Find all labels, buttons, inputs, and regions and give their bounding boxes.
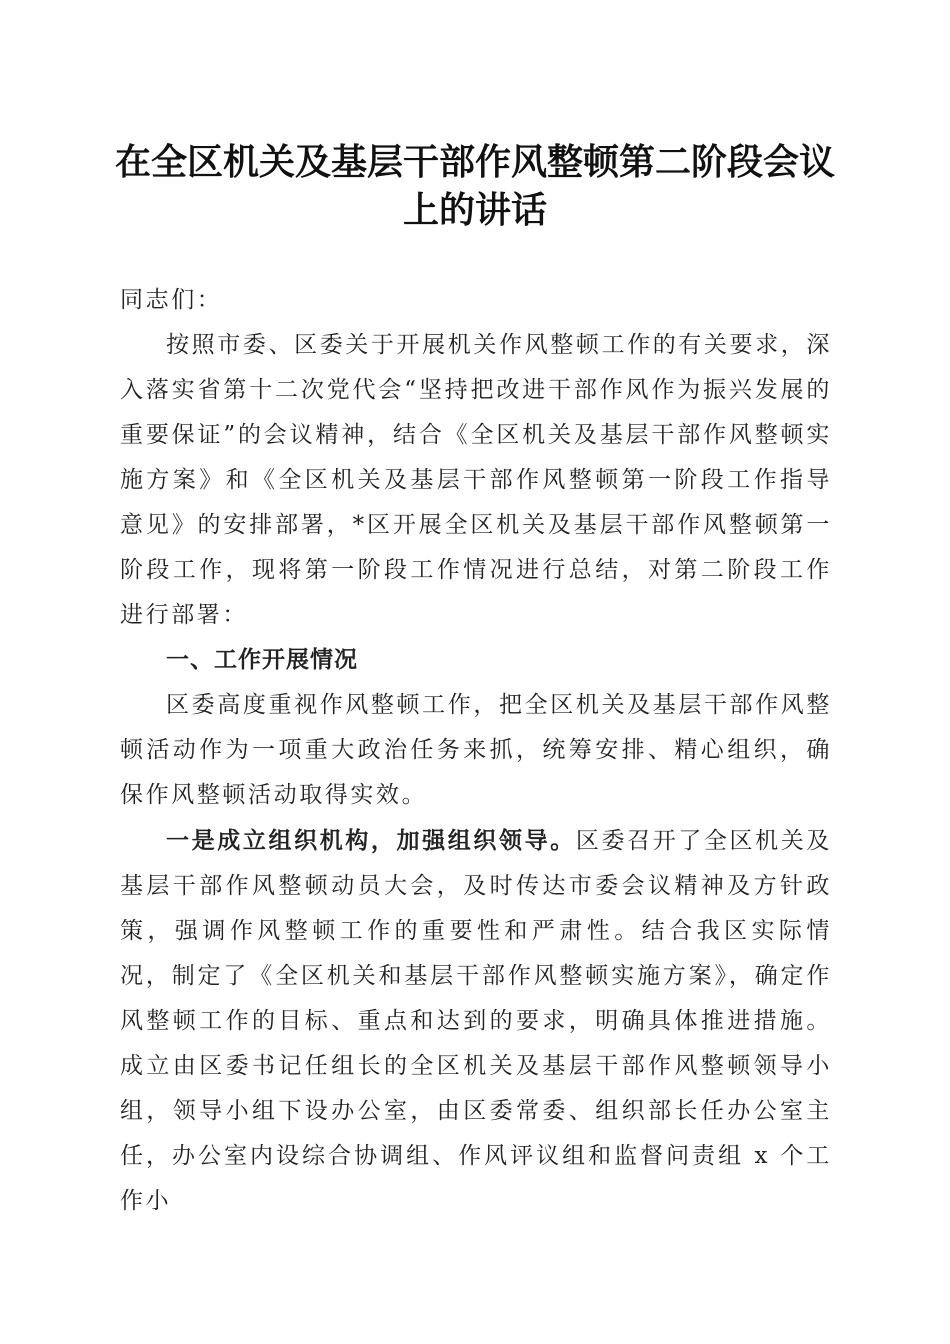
paragraph-lead: 一是成立组织机构，加强组织领导。 <box>166 827 576 854</box>
document-body <box>120 278 832 1224</box>
document-title <box>100 138 850 234</box>
paragraph-organization-body: 区委召开了全区机关及基层干部作风整顿动员大会，及时传达市委会议精神及方针政策，强调作风整顿工作的重要性和严肃性。结合我区实际情况，制定了《全区机关和基层干部作风整顿实施方案》，确定作风整顿工作的目标、重点和达到的要求，明确具体推进措施。成立由区委书记任组长的全区机关及基层干部作风整顿领导小组，领导小组下设办公室，由区委常委、组织部长任办公室主任，办公室内设综合协调组、作风评议组和监督问责组 x 个工作小 <box>120 828 832 1214</box>
paragraph-overview: 区委高度重视作风整顿工作，把全区机关及基层干部作风整顿活动作为一项重大政治任务来抓，统筹安排、精心组织，确保作风整顿活动取得实效。 <box>120 692 832 808</box>
title-line-1: 在全区机关及基层干部作风整顿第二阶段会议 <box>114 141 835 183</box>
paragraph-intro: 按照市委、区委关于开展机关作风整顿工作的有关要求，深入落实省第十二次党代会“坚持把改进干部作风作为振兴发展的重要保证”的会议精神，结合《全区机关及基层干部作风整顿实施方案》和《全区机关及基层干部作风整顿第一阶段工作指导意见》的安排部署，*区开展全区机关及基层干部作风整顿第一阶段工作，现将第一阶段工作情况进行总结，对第二阶段工作进行部署： <box>120 332 832 628</box>
title-line-2: 上的讲话 <box>402 189 547 231</box>
section-heading: 一、工作开展情况 <box>166 647 358 673</box>
salutation: 同志们： <box>120 287 223 313</box>
paragraph-organization <box>120 818 832 1224</box>
